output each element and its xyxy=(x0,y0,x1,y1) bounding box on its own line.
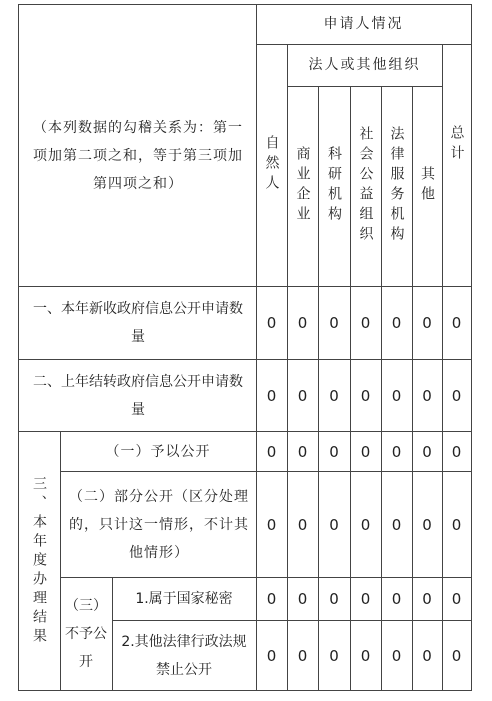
value-cell: 0 xyxy=(422,646,432,665)
value-cell: 0 xyxy=(297,386,308,405)
value-cell: 0 xyxy=(451,646,462,665)
row-state-secret-label: 1.属于国家秘密 xyxy=(135,591,233,607)
value-cell: 0 xyxy=(329,515,339,534)
value-cell: 0 xyxy=(329,646,339,665)
value-cell: 0 xyxy=(360,515,371,534)
value-cell: 0 xyxy=(451,314,462,332)
value-cell: 0 xyxy=(266,442,277,461)
value-cell: 0 xyxy=(360,314,371,332)
value-cell: 0 xyxy=(360,590,371,608)
col-other: 其他 xyxy=(419,166,435,206)
value-cell: 0 xyxy=(266,314,277,332)
value-cell: 0 xyxy=(422,314,432,332)
value-cell: 0 xyxy=(297,442,308,461)
value-cell: 0 xyxy=(329,386,339,405)
value-cell: 0 xyxy=(266,590,277,608)
value-cell: 0 xyxy=(329,442,339,461)
header-row-description: （本列数据的勾稽关系为：第一项加第二项之和，等于第三项加第四项之和） xyxy=(33,120,243,192)
value-cell: 0 xyxy=(451,386,462,405)
value-cell: 0 xyxy=(391,646,402,665)
value-cell: 0 xyxy=(266,646,277,665)
value-cell: 0 xyxy=(451,442,462,461)
header-applicant: 申请人情况 xyxy=(323,16,404,32)
col-total: 总计 xyxy=(448,125,465,165)
value-cell: 0 xyxy=(360,442,371,461)
value-cell: 0 xyxy=(266,386,277,405)
value-cell: 0 xyxy=(297,590,308,608)
col-business: 商业企业 xyxy=(294,146,311,226)
value-cell: 0 xyxy=(422,590,432,608)
value-cell: 0 xyxy=(391,515,402,534)
value-cell: 0 xyxy=(360,386,371,405)
row-carried-over-label: 二、上年结转政府信息公开申请数量 xyxy=(33,373,243,418)
col-public-welfare: 社会公益组织 xyxy=(357,126,374,246)
row-partial-label: （二）部分公开（区分处理的，只计这一情形，不计其他情形） xyxy=(69,488,249,561)
row-not-disclosed-group: （三）不予公开 xyxy=(65,598,107,670)
value-cell: 0 xyxy=(297,314,308,332)
value-cell: 0 xyxy=(391,590,402,608)
value-cell: 0 xyxy=(422,515,432,534)
value-cell: 0 xyxy=(329,590,339,608)
col-research: 科研机构 xyxy=(326,146,342,226)
value-cell: 0 xyxy=(266,515,277,534)
row-new-requests-label: 一、本年新收政府信息公开申请数量 xyxy=(33,301,243,345)
value-cell: 0 xyxy=(451,590,462,608)
value-cell: 0 xyxy=(391,442,402,461)
value-cell: 0 xyxy=(360,646,371,665)
value-cell: 0 xyxy=(297,646,308,665)
col-legal-services: 法律服务机构 xyxy=(388,126,405,246)
col-natural-person: 自然人 xyxy=(263,135,280,195)
value-cell: 0 xyxy=(391,314,402,332)
value-cell: 0 xyxy=(422,442,432,461)
value-cell: 0 xyxy=(329,314,339,332)
header-legal-group: 法人或其他组织 xyxy=(308,57,421,73)
value-cell: 0 xyxy=(451,515,462,534)
section-three-label: 三、本年度办理结果 xyxy=(31,475,47,647)
row-law-prohibited-label: 2.其他法律行政法规禁止公开 xyxy=(121,633,247,678)
value-cell: 0 xyxy=(297,515,308,534)
value-cell: 0 xyxy=(422,386,432,405)
value-cell: 0 xyxy=(391,386,402,405)
row-disclosed-label: （一）予以公开 xyxy=(105,443,211,460)
